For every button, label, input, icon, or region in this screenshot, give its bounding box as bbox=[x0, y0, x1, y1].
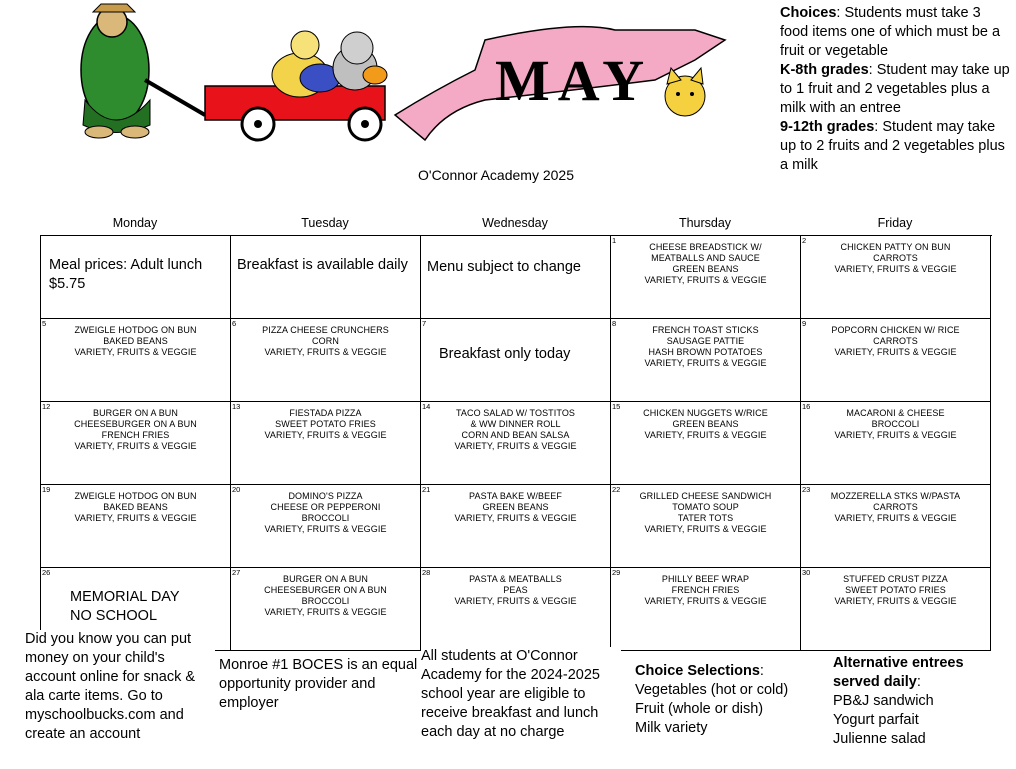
menu-item: VARIETY, FRUITS & VEGGIE bbox=[454, 441, 577, 451]
menu-item: SWEET POTATO FRIES bbox=[845, 585, 946, 595]
menu-item: STUFFED CRUST PIZZA bbox=[843, 574, 948, 584]
menu-item: VARIETY, FRUITS & VEGGIE bbox=[74, 513, 197, 523]
menu-item: CHEESE OR PEPPERONI bbox=[270, 502, 381, 512]
menu-item: FRENCH TOAST STICKS bbox=[652, 325, 759, 335]
menu-item: SAUSAGE PATTIE bbox=[666, 336, 745, 346]
menu-items bbox=[611, 408, 800, 441]
menu-items bbox=[611, 242, 800, 286]
menu-item: VARIETY, FRUITS & VEGGIE bbox=[264, 524, 387, 534]
menu-item: VARIETY, FRUITS & VEGGIE bbox=[834, 596, 957, 606]
choice-colon: : bbox=[759, 663, 764, 679]
day-number: 21 bbox=[422, 485, 431, 494]
menu-item: VARIETY, FRUITS & VEGGIE bbox=[644, 358, 767, 368]
menu-item: VARIETY, FRUITS & VEGGIE bbox=[264, 347, 387, 357]
day-number: 23 bbox=[802, 485, 811, 494]
day-header-tuesday: Tuesday bbox=[301, 216, 349, 230]
yellow-cat-icon bbox=[665, 68, 705, 116]
calendar-day-cell bbox=[231, 236, 421, 319]
menu-item: BAKED BEANS bbox=[103, 336, 168, 346]
cell-notice-text: Breakfast is available daily bbox=[237, 257, 408, 273]
menu-item: CARROTS bbox=[873, 253, 918, 263]
boces-note: Monroe #1 BOCES is an equal opportunity provider and employer bbox=[219, 657, 418, 711]
menu-item: CHEESEBURGER ON A BUN bbox=[264, 585, 387, 595]
day-header-monday: Monday bbox=[112, 216, 158, 230]
choice-selections bbox=[635, 662, 820, 738]
menu-items bbox=[611, 491, 800, 535]
calendar-day-cell bbox=[611, 485, 801, 568]
menu-items bbox=[801, 491, 990, 524]
menu-item: VARIETY, FRUITS & VEGGIE bbox=[74, 347, 197, 357]
calendar-day-cell bbox=[41, 319, 231, 402]
day-number: 26 bbox=[42, 568, 51, 577]
choice-line: Vegetables (hot or cold) bbox=[635, 682, 789, 698]
alt-line: Julienne salad bbox=[833, 731, 926, 747]
day-number: 2 bbox=[802, 236, 807, 245]
choices-label: Choices bbox=[780, 5, 837, 21]
menu-item: TATER TOTS bbox=[677, 513, 734, 523]
choices-text: : Students must take 3 food items one of which must be a fruit or vegetable bbox=[780, 5, 1001, 59]
menu-items bbox=[421, 408, 610, 452]
day-number: 12 bbox=[42, 402, 51, 411]
menu-item: PASTA BAKE W/BEEF bbox=[469, 491, 562, 501]
menu-item: TOMATO SOUP bbox=[672, 502, 739, 512]
day-number: 14 bbox=[422, 402, 431, 411]
menu-items bbox=[801, 408, 990, 441]
calendar-day-cell bbox=[231, 485, 421, 568]
menu-item: VARIETY, FRUITS & VEGGIE bbox=[834, 264, 957, 274]
menu-item: FIESTADA PIZZA bbox=[289, 408, 362, 418]
menu-item: CHEESEBURGER ON A BUN bbox=[74, 419, 197, 429]
choice-line: Milk variety bbox=[635, 720, 708, 736]
menu-item: CORN bbox=[312, 336, 339, 346]
day-number: 20 bbox=[232, 485, 241, 494]
choice-selections-title: Choice Selections bbox=[635, 663, 760, 679]
menu-item: DOMINO'S PIZZA bbox=[288, 491, 363, 501]
menu-item: FRENCH FRIES bbox=[101, 430, 170, 440]
menu-item: ZWEIGLE HOTDOG ON BUN bbox=[74, 325, 197, 335]
menu-item: BAKED BEANS bbox=[103, 502, 168, 512]
choices-rules bbox=[780, 4, 1010, 175]
menu-items bbox=[421, 491, 610, 524]
menu-items bbox=[41, 491, 230, 524]
day-number: 9 bbox=[802, 319, 807, 328]
menu-item: ZWEIGLE HOTDOG ON BUN bbox=[74, 491, 197, 501]
menu-item: BROCCOLI bbox=[301, 513, 350, 523]
calendar-day-cell bbox=[801, 568, 991, 651]
menu-item: BROCCOLI bbox=[301, 596, 350, 606]
menu-item: GREEN BEANS bbox=[672, 419, 739, 429]
alternative-entrees bbox=[833, 654, 1003, 749]
menu-item: CORN AND BEAN SALSA bbox=[461, 430, 570, 440]
menu-item: VARIETY, FRUITS & VEGGIE bbox=[264, 607, 387, 617]
menu-item: FRENCH FRIES bbox=[671, 585, 740, 595]
calendar-day-cell bbox=[611, 568, 801, 651]
calendar-day-cell bbox=[231, 568, 421, 651]
money-note: Did you know you can put money on your child's account online for snack & ala carte items. Go to myschoolbucks.com and create an account bbox=[25, 630, 215, 744]
day-number: 7 bbox=[422, 319, 427, 328]
calendar-day-cell bbox=[421, 485, 611, 568]
k8-label: K-8th grades bbox=[780, 62, 869, 78]
day-number: 6 bbox=[232, 319, 237, 328]
day-number: 30 bbox=[802, 568, 811, 577]
menu-item: VARIETY, FRUITS & VEGGIE bbox=[644, 275, 767, 285]
menu-item: CHICKEN PATTY ON BUN bbox=[840, 242, 951, 252]
cell-notice-text: Meal prices: Adult lunch $5.75 bbox=[49, 257, 203, 292]
day-header-wednesday: Wednesday bbox=[482, 216, 548, 230]
day-number: 28 bbox=[422, 568, 431, 577]
alt-entrees-title: Alternative entrees served daily bbox=[833, 655, 964, 690]
k8-text: : Student may take up to 1 fruit and 2 vegetables plus a milk with an entree bbox=[780, 62, 1010, 116]
menu-item: CHEESE BREADSTICK W/ bbox=[649, 242, 762, 252]
menu-item: VARIETY, FRUITS & VEGGIE bbox=[454, 596, 577, 606]
menu-items bbox=[41, 408, 230, 452]
menu-item: PHILLY BEEF WRAP bbox=[661, 574, 750, 584]
menu-items bbox=[801, 242, 990, 275]
choice-line: Fruit (whole or dish) bbox=[635, 701, 764, 717]
cell-notice-text: Breakfast only today bbox=[439, 346, 571, 362]
menu-item: BURGER ON A BUN bbox=[282, 574, 369, 584]
calendar-day-cell bbox=[801, 319, 991, 402]
menu-item: VARIETY, FRUITS & VEGGIE bbox=[264, 430, 387, 440]
menu-item: VARIETY, FRUITS & VEGGIE bbox=[644, 596, 767, 606]
month-text: MAY bbox=[495, 48, 653, 113]
menu-item: GREEN BEANS bbox=[672, 264, 739, 274]
calendar-grid bbox=[40, 235, 992, 653]
menu-item: VARIETY, FRUITS & VEGGIE bbox=[644, 524, 767, 534]
menu-items bbox=[611, 325, 800, 369]
all-students-note: All students at O'Connor Academy for the 2024-2025 school year are eligible to receive breakfast and lunch each day at no charge bbox=[421, 647, 621, 742]
menu-item: PIZZA CHEESE CRUNCHERS bbox=[262, 325, 389, 335]
menu-item: PEAS bbox=[503, 585, 528, 595]
day-number: 5 bbox=[42, 319, 47, 328]
menu-item: CHICKEN NUGGETS W/RICE bbox=[643, 408, 768, 418]
menu-item: BROCCOLI bbox=[871, 419, 920, 429]
cat-wagon-banner-illustration bbox=[55, 0, 735, 150]
calendar-day-cell bbox=[801, 485, 991, 568]
day-number: 27 bbox=[232, 568, 241, 577]
menu-item: MOZZERELLA STKS W/PASTA bbox=[830, 491, 961, 501]
day-number: 22 bbox=[612, 485, 621, 494]
day-number: 8 bbox=[612, 319, 617, 328]
menu-items bbox=[801, 574, 990, 607]
menu-items bbox=[611, 574, 800, 607]
menu-item: VARIETY, FRUITS & VEGGIE bbox=[834, 347, 957, 357]
calendar-day-cell bbox=[231, 319, 421, 402]
cell-notice-text: Menu subject to change bbox=[427, 259, 581, 275]
calendar-day-cell bbox=[421, 236, 611, 319]
calendar-day-cell bbox=[611, 319, 801, 402]
menu-item: POPCORN CHICKEN W/ RICE bbox=[831, 325, 960, 335]
calendar-day-cell bbox=[41, 485, 231, 568]
menu-item: GRILLED CHEESE SANDWICH bbox=[639, 491, 772, 501]
calendar-day-cell bbox=[801, 236, 991, 319]
menu-item: VARIETY, FRUITS & VEGGIE bbox=[834, 430, 957, 440]
calendar-day-cell bbox=[611, 402, 801, 485]
day-number: 16 bbox=[802, 402, 811, 411]
menu-item: BURGER ON A BUN bbox=[92, 408, 179, 418]
day-header-friday: Friday bbox=[877, 216, 913, 230]
menu-items bbox=[231, 574, 420, 618]
calendar-day-cell bbox=[611, 236, 801, 319]
calendar-day-cell bbox=[41, 402, 231, 485]
cell-notice-text: MEMORIAL DAY NO SCHOOL bbox=[70, 589, 180, 624]
calendar-day-cell bbox=[421, 319, 611, 402]
hs-label: 9-12th grades bbox=[780, 119, 875, 135]
menu-item: VARIETY, FRUITS & VEGGIE bbox=[834, 513, 957, 523]
day-number: 29 bbox=[612, 568, 621, 577]
calendar-day-cell bbox=[41, 236, 231, 319]
alt-colon: : bbox=[916, 674, 921, 690]
cat-girl-figure bbox=[81, 4, 205, 138]
menu-item: MEATBALLS AND SAUCE bbox=[651, 253, 760, 263]
menu-item: SWEET POTATO FRIES bbox=[275, 419, 376, 429]
menu-item: CARROTS bbox=[873, 502, 918, 512]
menu-items bbox=[231, 408, 420, 441]
calendar-day-cell bbox=[421, 402, 611, 485]
alt-line: PB&J sandwich bbox=[833, 693, 934, 709]
day-number: 13 bbox=[232, 402, 241, 411]
menu-items bbox=[801, 325, 990, 358]
day-number: 19 bbox=[42, 485, 51, 494]
day-header-thursday: Thursday bbox=[678, 216, 732, 230]
calendar-day-cell bbox=[231, 402, 421, 485]
school-title: O'Connor Academy 2025 bbox=[418, 167, 574, 183]
menu-item: CARROTS bbox=[873, 336, 918, 346]
menu-item: & WW DINNER ROLL bbox=[470, 419, 561, 429]
menu-item: VARIETY, FRUITS & VEGGIE bbox=[74, 441, 197, 451]
hs-text: : Student may take up to 2 fruits and 2 vegetables plus a milk bbox=[780, 119, 1005, 173]
menu-item: HASH BROWN POTATOES bbox=[648, 347, 763, 357]
menu-item: PASTA & MEATBALLS bbox=[469, 574, 562, 584]
menu-item: MACARONI & CHEESE bbox=[846, 408, 945, 418]
menu-items bbox=[421, 574, 610, 607]
menu-items bbox=[41, 325, 230, 358]
menu-item: TACO SALAD W/ TOSTITOS bbox=[455, 408, 576, 418]
menu-items bbox=[231, 491, 420, 535]
menu-item: VARIETY, FRUITS & VEGGIE bbox=[644, 430, 767, 440]
day-number: 15 bbox=[612, 402, 621, 411]
day-number: 1 bbox=[612, 236, 617, 245]
calendar-day-cell bbox=[421, 568, 611, 651]
alt-line: Yogurt parfait bbox=[833, 712, 919, 728]
menu-item: GREEN BEANS bbox=[482, 502, 549, 512]
menu-item: VARIETY, FRUITS & VEGGIE bbox=[454, 513, 577, 523]
calendar-day-cell bbox=[801, 402, 991, 485]
menu-items bbox=[231, 325, 420, 358]
